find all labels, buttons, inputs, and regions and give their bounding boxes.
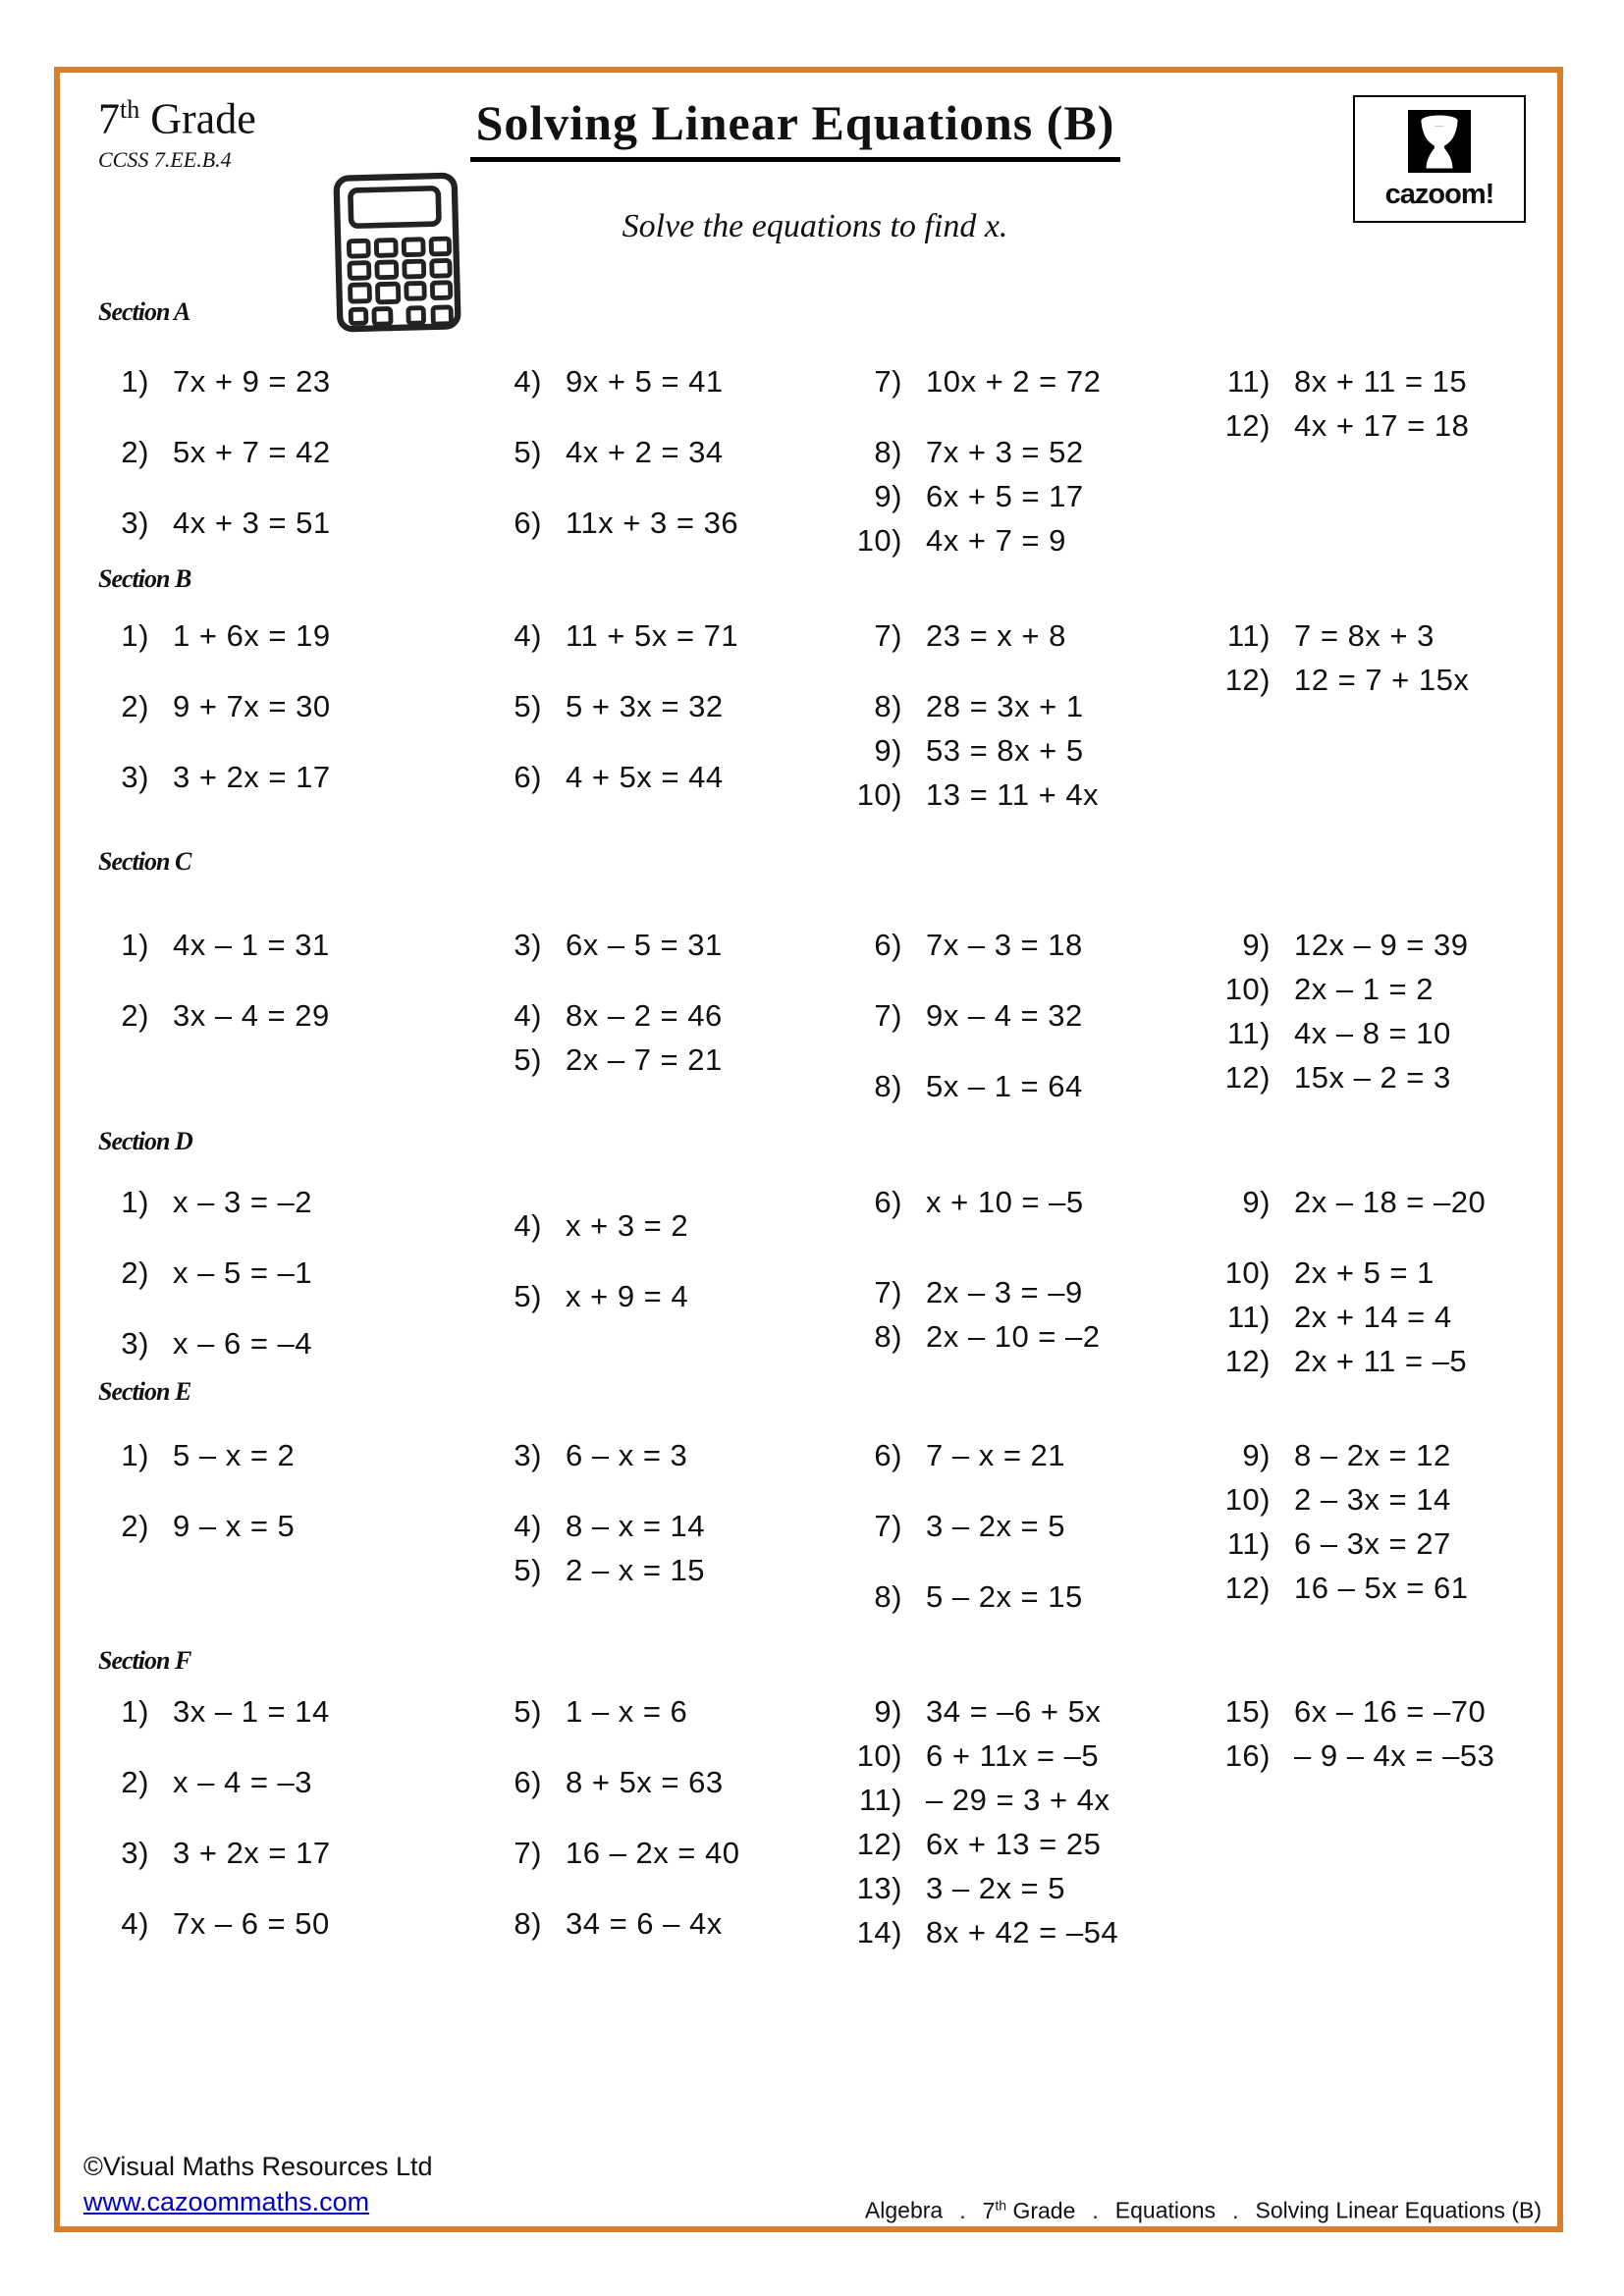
- equation-item: [839, 618, 1099, 654]
- equation-number: 5): [514, 1279, 542, 1313]
- equation-number: 7): [874, 364, 902, 399]
- equation-item: [839, 1783, 1118, 1818]
- equation-number: 4): [514, 618, 542, 653]
- equation-item: [479, 1765, 740, 1800]
- equation-text: 3 – 2x = 5: [926, 1871, 1066, 1905]
- section-c-column-1: [86, 928, 330, 1034]
- equation-text: 3 – 2x = 5: [926, 1509, 1066, 1543]
- equation-item: [86, 1509, 295, 1544]
- equation-item: [1208, 1571, 1469, 1606]
- equation-text: 12x – 9 = 39: [1294, 928, 1469, 962]
- equation-item: [86, 1694, 331, 1730]
- equation-item: [479, 1438, 705, 1473]
- equation-number: 6): [874, 1438, 902, 1472]
- equation-number: 11): [1226, 364, 1271, 399]
- section-f-column-3: [839, 1694, 1118, 1950]
- equation-number: 12): [1224, 1060, 1271, 1095]
- section-a-column-2: [479, 364, 738, 541]
- equation-item: [86, 760, 331, 795]
- calculator-icon: [328, 171, 469, 339]
- equation-item: [479, 1042, 723, 1078]
- equation-text: 6x – 16 = –70: [1294, 1694, 1487, 1729]
- page-title: Solving Linear Equations (B): [470, 94, 1121, 162]
- cazoom-logo: [1353, 95, 1526, 223]
- section-c-label: Section C: [98, 847, 191, 876]
- equation-item: [479, 618, 738, 654]
- equation-item: [839, 364, 1101, 400]
- equation-text: 6x – 5 = 31: [566, 928, 723, 962]
- section-b-column-2: [479, 618, 738, 795]
- breadcrumb-grade: [983, 2198, 1076, 2223]
- equation-text: 7 = 8x + 3: [1294, 618, 1435, 653]
- website-link[interactable]: www.cazoommaths.com: [83, 2187, 370, 2216]
- equation-text: x + 9 = 4: [566, 1279, 689, 1313]
- section-e-column-2: [479, 1438, 705, 1588]
- equation-text: 5 – x = 2: [173, 1438, 296, 1472]
- equation-number: 2): [121, 1255, 149, 1290]
- equation-text: 9 – x = 5: [173, 1509, 296, 1543]
- equation-text: 8x – 2 = 46: [566, 998, 723, 1033]
- equation-item: [86, 1438, 295, 1473]
- equation-item: [479, 1208, 688, 1244]
- section-f-column-1: [86, 1694, 331, 1942]
- equation-number: 6): [514, 1765, 542, 1799]
- equation-item: [839, 1871, 1118, 1906]
- equation-item: [479, 998, 723, 1034]
- equation-text: 4x + 2 = 34: [566, 435, 724, 469]
- equation-number: 8): [514, 1906, 542, 1941]
- equation-text: 3x – 1 = 14: [173, 1694, 330, 1729]
- section-c-column-4: [1208, 928, 1469, 1095]
- equation-text: 4x – 8 = 10: [1294, 1016, 1451, 1050]
- equation-number: 12): [1224, 1344, 1271, 1378]
- equation-text: – 9 – 4x = –53: [1294, 1738, 1495, 1773]
- equation-item: [839, 1275, 1101, 1310]
- equation-number: 2): [121, 435, 149, 469]
- equation-text: 2x + 11 = –5: [1294, 1344, 1468, 1378]
- equation-item: [839, 1069, 1083, 1104]
- equation-number: 4): [514, 998, 542, 1033]
- equation-number: 1): [121, 1694, 149, 1729]
- equation-number: 5): [514, 435, 542, 469]
- equation-number: 10): [856, 523, 902, 558]
- section-a-column-3: [839, 364, 1101, 559]
- equation-number: 10): [1224, 1482, 1271, 1517]
- equation-text: 4x + 3 = 51: [173, 506, 331, 540]
- equation-text: 15x – 2 = 3: [1294, 1060, 1451, 1095]
- section-f-column-2: [479, 1694, 740, 1942]
- equation-number: 3): [514, 928, 542, 962]
- equation-number: 9): [1242, 928, 1271, 962]
- equation-item: [839, 479, 1101, 514]
- equation-item: [479, 364, 738, 400]
- equation-number: 12): [1224, 1571, 1271, 1605]
- equation-text: 28 = 3x + 1: [926, 689, 1084, 723]
- equation-item: [839, 1579, 1083, 1615]
- equation-text: 7x + 9 = 23: [173, 364, 331, 399]
- equation-item: [839, 1694, 1118, 1730]
- equation-item: [479, 1553, 705, 1588]
- equation-number: 7): [514, 1836, 542, 1870]
- equation-text: 2x – 1 = 2: [1294, 972, 1435, 1006]
- grade-ordinal-suffix: th: [120, 95, 140, 124]
- equation-number: 1): [121, 1438, 149, 1472]
- equation-number: 3): [121, 506, 149, 540]
- equation-text: 2 – 3x = 14: [1294, 1482, 1451, 1517]
- equation-item: [479, 506, 738, 541]
- equation-number: 6): [874, 1185, 902, 1219]
- equation-number: 5): [514, 1553, 542, 1587]
- breadcrumb-algebra: Algebra: [864, 2197, 944, 2223]
- equation-number: 1): [121, 364, 149, 399]
- equation-text: 2x – 10 = –2: [926, 1319, 1101, 1354]
- equation-item: [1208, 1185, 1486, 1220]
- equation-number: 13): [856, 1871, 902, 1905]
- equation-item: [1208, 1694, 1494, 1730]
- equation-item: [479, 1279, 688, 1314]
- equation-item: [86, 1906, 331, 1942]
- grade-heading: [98, 86, 256, 143]
- breadcrumb-grade-word: Grade: [1006, 2197, 1076, 2223]
- equation-text: 6x + 5 = 17: [926, 479, 1084, 513]
- grade-word: Grade: [139, 94, 256, 143]
- equation-number: 15): [1224, 1694, 1271, 1729]
- equation-item: [1208, 1060, 1469, 1095]
- equation-item: [479, 435, 738, 470]
- equation-item: [1208, 408, 1469, 444]
- equation-text: 3 + 2x = 17: [173, 1836, 331, 1870]
- equation-item: [1208, 1526, 1469, 1562]
- section-b-column-1: [86, 618, 331, 795]
- equation-item: [479, 1509, 705, 1544]
- instruction-text: Solve the equations to find x.: [622, 208, 1008, 244]
- equation-text: 53 = 8x + 5: [926, 733, 1084, 768]
- equation-item: [86, 618, 331, 654]
- section-d-column-1: [86, 1185, 312, 1362]
- grade-number: 7: [98, 94, 120, 143]
- equation-number: 5): [514, 689, 542, 723]
- equation-item: [1208, 1738, 1494, 1774]
- equation-number: 11): [1226, 1526, 1271, 1561]
- equation-text: x – 3 = –2: [173, 1185, 313, 1219]
- equation-number: 9): [1242, 1185, 1271, 1219]
- equation-item: [839, 733, 1099, 769]
- equation-number: 16): [1224, 1738, 1271, 1773]
- equation-text: 7x – 6 = 50: [173, 1906, 330, 1941]
- breadcrumb-equations: Equations: [1114, 2197, 1217, 2223]
- equation-item: [86, 689, 331, 724]
- equation-text: 6 + 11x = –5: [926, 1738, 1100, 1773]
- equation-text: 5x – 1 = 64: [926, 1069, 1083, 1103]
- equation-item: [839, 1915, 1118, 1950]
- equation-item: [1208, 1300, 1486, 1335]
- equation-number: 7): [874, 1509, 902, 1543]
- cazoom-logo-text: cazoom!: [1384, 179, 1494, 210]
- equation-number: 11): [858, 1783, 902, 1817]
- equation-item: [839, 689, 1099, 724]
- equation-text: 11x + 3 = 36: [566, 506, 739, 540]
- equation-number: 8): [874, 1319, 902, 1354]
- equation-text: 1 – x = 6: [566, 1694, 688, 1729]
- equation-text: 5 + 3x = 32: [566, 689, 724, 723]
- equation-number: 4): [514, 1509, 542, 1543]
- equation-text: 5x + 7 = 42: [173, 435, 331, 469]
- equation-number: 6): [874, 928, 902, 962]
- equation-text: 2x + 14 = 4: [1294, 1300, 1452, 1334]
- equation-text: 7x + 3 = 52: [926, 435, 1084, 469]
- equation-number: 10): [1224, 972, 1271, 1006]
- equation-item: [1208, 1255, 1486, 1291]
- equation-text: 2x + 5 = 1: [1294, 1255, 1435, 1290]
- equation-text: 16 – 2x = 40: [566, 1836, 740, 1870]
- equation-number: 3): [514, 1438, 542, 1472]
- equation-number: 1): [121, 928, 149, 962]
- breadcrumb-separator: .: [1232, 2197, 1239, 2223]
- section-f-column-4: [1208, 1694, 1494, 1774]
- equation-number: 9): [874, 733, 902, 768]
- equation-item: [479, 1836, 740, 1871]
- equation-text: 9 + 7x = 30: [173, 689, 331, 723]
- breadcrumb: [865, 2197, 1542, 2224]
- equation-item: [1208, 1482, 1469, 1518]
- equation-text: 1 + 6x = 19: [173, 618, 331, 653]
- equation-number: 14): [856, 1915, 902, 1949]
- equation-item: [86, 998, 330, 1034]
- equation-text: 10x + 2 = 72: [926, 364, 1102, 399]
- section-c-column-3: [839, 928, 1083, 1104]
- section-b-column-3: [839, 618, 1099, 813]
- equation-text: 4x – 1 = 31: [173, 928, 330, 962]
- equation-item: [839, 1319, 1101, 1355]
- equation-number: 9): [1242, 1438, 1271, 1472]
- equation-item: [479, 689, 738, 724]
- equation-number: 10): [856, 777, 902, 812]
- instruction-container: [324, 208, 1306, 245]
- equation-text: 8 – 2x = 12: [1294, 1438, 1451, 1472]
- equation-number: 9): [874, 1694, 902, 1729]
- equation-text: x + 3 = 2: [566, 1208, 689, 1243]
- equation-text: 5 – 2x = 15: [926, 1579, 1083, 1614]
- equation-item: [86, 364, 331, 400]
- equation-number: 12): [1224, 408, 1271, 443]
- section-e-column-4: [1208, 1438, 1469, 1606]
- equation-number: 7): [874, 618, 902, 653]
- equation-text: x – 5 = –1: [173, 1255, 313, 1290]
- equation-text: 16 – 5x = 61: [1294, 1571, 1469, 1605]
- equation-text: 6 – x = 3: [566, 1438, 688, 1472]
- equation-text: 9x – 4 = 32: [926, 998, 1083, 1033]
- equation-text: 4 + 5x = 44: [566, 760, 724, 794]
- equation-item: [479, 1906, 740, 1942]
- equation-text: – 29 = 3 + 4x: [926, 1783, 1110, 1817]
- section-e-column-1: [86, 1438, 295, 1544]
- equation-text: 2x – 7 = 21: [566, 1042, 723, 1077]
- equation-text: 8x + 11 = 15: [1294, 364, 1468, 399]
- equation-number: 6): [514, 760, 542, 794]
- equation-text: 2x – 18 = –20: [1294, 1185, 1487, 1219]
- equation-item: [86, 1765, 331, 1800]
- equation-number: 4): [514, 1208, 542, 1243]
- equation-number: 3): [121, 1836, 149, 1870]
- equation-text: 13 = 11 + 4x: [926, 777, 1100, 812]
- equation-item: [839, 998, 1083, 1034]
- djembe-drum-icon: [1408, 105, 1471, 178]
- section-a-column-4: [1208, 364, 1469, 444]
- equation-item: [86, 1255, 312, 1291]
- equation-item: [1208, 618, 1469, 654]
- equation-text: 8 + 5x = 63: [566, 1765, 724, 1799]
- equation-item: [86, 1185, 312, 1220]
- equation-item: [1208, 364, 1469, 400]
- section-a-column-1: [86, 364, 331, 541]
- equation-text: 6x + 13 = 25: [926, 1827, 1102, 1861]
- breadcrumb-grade-ordinal: th: [995, 2197, 1007, 2213]
- equation-number: 7): [874, 1275, 902, 1309]
- equation-text: 4x + 7 = 9: [926, 523, 1066, 558]
- equation-number: 4): [121, 1906, 149, 1941]
- equation-number: 1): [121, 618, 149, 653]
- equation-text: 34 = –6 + 5x: [926, 1694, 1102, 1729]
- equation-text: x – 6 = –4: [173, 1326, 313, 1361]
- equation-number: 4): [514, 364, 542, 399]
- section-d-column-3: [839, 1185, 1101, 1355]
- equation-item: [1208, 928, 1469, 963]
- section-c-column-2: [479, 928, 723, 1078]
- equation-item: [479, 928, 723, 963]
- breadcrumb-grade-number: 7: [982, 2197, 996, 2223]
- equation-item: [1208, 1438, 1469, 1473]
- equation-item: [839, 1738, 1118, 1774]
- section-d-column-4: [1208, 1185, 1486, 1379]
- equation-number: 11): [1226, 618, 1271, 653]
- equation-number: 2): [121, 689, 149, 723]
- equation-item: [839, 1185, 1101, 1220]
- equation-number: 8): [874, 435, 902, 469]
- equation-item: [1208, 663, 1469, 698]
- equation-text: 8x + 42 = –54: [926, 1915, 1119, 1949]
- equation-number: 5): [514, 1042, 542, 1077]
- equation-text: 2x – 3 = –9: [926, 1275, 1083, 1309]
- equation-number: 8): [874, 689, 902, 723]
- equation-number: 11): [1226, 1016, 1271, 1050]
- breadcrumb-separator: .: [959, 2197, 966, 2223]
- equation-number: 10): [856, 1738, 902, 1773]
- equation-item: [479, 1694, 740, 1730]
- equation-number: 11): [1226, 1300, 1271, 1334]
- equation-number: 1): [121, 1185, 149, 1219]
- equation-number: 12): [1224, 663, 1271, 697]
- equation-text: 3 + 2x = 17: [173, 760, 331, 794]
- equation-text: 9x + 5 = 41: [566, 364, 724, 399]
- equation-number: 12): [856, 1827, 902, 1861]
- equation-item: [839, 523, 1101, 559]
- section-b-label: Section B: [98, 564, 191, 593]
- equation-text: x – 4 = –3: [173, 1765, 313, 1799]
- equation-text: 6 – 3x = 27: [1294, 1526, 1451, 1561]
- equation-number: 10): [1224, 1255, 1271, 1290]
- equation-number: 8): [874, 1579, 902, 1614]
- equation-text: 2 – x = 15: [566, 1553, 706, 1587]
- copyright-text: ©Visual Maths Resources Ltd: [83, 2152, 433, 2181]
- section-d-column-2: [479, 1208, 688, 1314]
- breadcrumb-worksheet-title: Solving Linear Equations (B): [1255, 2197, 1542, 2223]
- equation-text: 12 = 7 + 15x: [1294, 663, 1470, 697]
- equation-item: [86, 1326, 312, 1362]
- equation-text: 23 = x + 8: [926, 618, 1066, 653]
- equation-item: [1208, 1344, 1486, 1379]
- equation-number: 2): [121, 1765, 149, 1799]
- section-d-label: Section D: [98, 1127, 192, 1155]
- section-e-label: Section E: [98, 1377, 191, 1406]
- equation-item: [1208, 1016, 1469, 1051]
- equation-item: [839, 1438, 1083, 1473]
- equation-number: 2): [121, 998, 149, 1033]
- section-f-label: Section F: [98, 1646, 191, 1675]
- section-a-label: Section A: [98, 297, 190, 326]
- equation-item: [1208, 972, 1469, 1007]
- equation-item: [839, 1509, 1083, 1544]
- equation-item: [839, 777, 1099, 813]
- ccss-standard-label: CCSS 7.EE.B.4: [98, 147, 232, 172]
- equation-text: 7x – 3 = 18: [926, 928, 1083, 962]
- equation-text: 3x – 4 = 29: [173, 998, 330, 1033]
- equation-number: 3): [121, 760, 149, 794]
- equation-number: 5): [514, 1694, 542, 1729]
- equation-item: [86, 435, 331, 470]
- equation-item: [86, 928, 330, 963]
- section-b-column-4: [1208, 618, 1469, 698]
- equation-number: 7): [874, 998, 902, 1033]
- equation-item: [839, 435, 1101, 470]
- equation-number: 2): [121, 1509, 149, 1543]
- equation-text: 8 – x = 14: [566, 1509, 706, 1543]
- equation-item: [839, 928, 1083, 963]
- equation-text: 7 – x = 21: [926, 1438, 1066, 1472]
- equation-item: [479, 760, 738, 795]
- equation-number: 9): [874, 479, 902, 513]
- equation-item: [86, 506, 331, 541]
- equation-text: 11 + 5x = 71: [566, 618, 739, 653]
- breadcrumb-separator: .: [1092, 2197, 1099, 2223]
- title-container: [275, 94, 1316, 162]
- equation-number: 6): [514, 506, 542, 540]
- equation-text: x + 10 = –5: [926, 1185, 1084, 1219]
- equation-text: 34 = 6 – 4x: [566, 1906, 723, 1941]
- equation-number: 3): [121, 1326, 149, 1361]
- equation-text: 4x + 17 = 18: [1294, 408, 1470, 443]
- equation-number: 8): [874, 1069, 902, 1103]
- equation-item: [839, 1827, 1118, 1862]
- equation-item: [86, 1836, 331, 1871]
- section-e-column-3: [839, 1438, 1083, 1615]
